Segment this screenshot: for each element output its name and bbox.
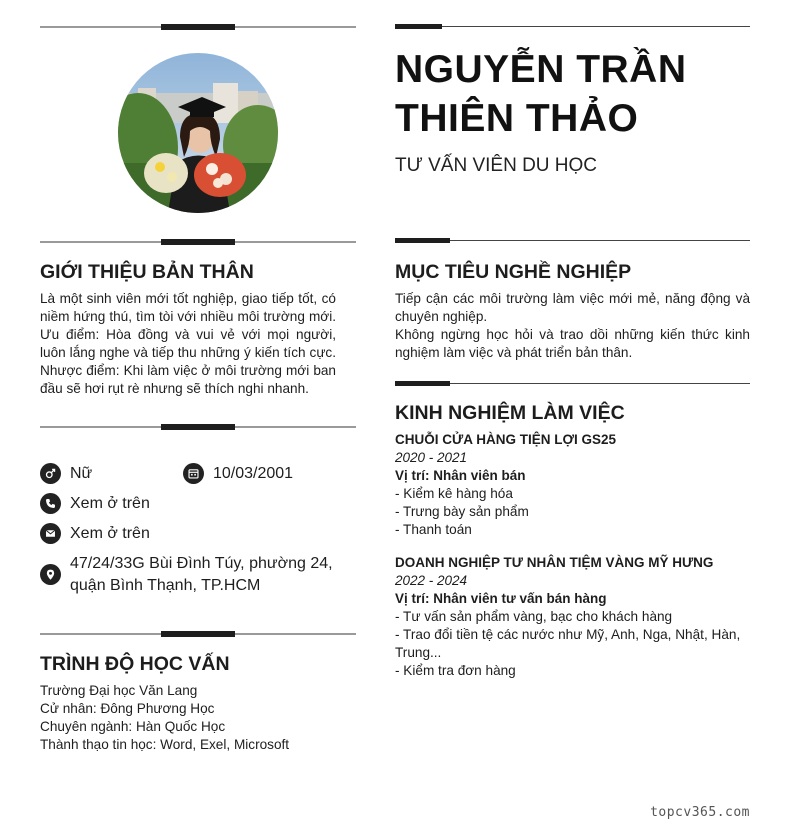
company-name: DOANH NGHIỆP TƯ NHÂN TIỆM VÀNG MỸ HƯNG (395, 555, 714, 570)
full-name: NGUYỄN TRẦN THIÊN THẢO (395, 48, 687, 140)
experience-job-2 (395, 554, 750, 680)
phone-value: Xem ở trên (70, 495, 150, 512)
phone-icon (40, 493, 61, 514)
birthdate-row (183, 463, 293, 485)
phone-row (40, 493, 150, 515)
avatar (118, 53, 278, 213)
job-duty: - Thanh toán (395, 522, 472, 537)
divider-contact (40, 421, 356, 433)
job-title: TƯ VẤN VIÊN DU HỌC (395, 155, 598, 176)
education-list (40, 682, 340, 754)
job-position: Vị trí: Nhân viên bán (395, 468, 526, 483)
education-it-skills: Thành thạo tin học: Word, Exel, Microsoft (40, 737, 290, 752)
divider-top-right (395, 22, 750, 32)
gender-icon (40, 463, 61, 484)
job-position: Vị trí: Nhân viên tư vấn bán hàng (395, 591, 607, 606)
job-duty: - Kiểm kê hàng hóa (395, 486, 513, 501)
about-title: GIỚI THIỆU BẢN THÂN (40, 261, 254, 283)
gender-row (40, 463, 92, 485)
gender-value: Nữ (70, 465, 93, 482)
divider-top-left (40, 21, 356, 33)
email-row (40, 523, 150, 545)
experience-job-1 (395, 431, 750, 539)
watermark: topcv365.com (650, 805, 750, 820)
address-value: 47/24/33G Bùi Đình Túy, phường 24, quận Bình Thạnh, TP.HCM (70, 555, 333, 594)
experience-title: KINH NGHIỆM LÀM VIỆC (395, 402, 625, 424)
divider-education (40, 628, 356, 640)
job-duty: - Kiểm tra đơn hàng (395, 663, 516, 678)
job-period: 2020 - 2021 (395, 450, 468, 465)
education-degree: Cử nhân: Đông Phương Học (40, 701, 215, 716)
birthdate-value: 10/03/2001 (213, 465, 294, 482)
job-duty: - Tư vấn sản phẩm vàng, bạc cho khách hàng (395, 609, 673, 624)
education-major: Chuyên ngành: Hàn Quốc Học (40, 719, 226, 734)
objective-paragraph: Tiếp cận các môi trường làm việc mới mẻ, năng động và chuyên nghiệp. (395, 291, 750, 324)
divider-about (40, 236, 356, 248)
email-icon (40, 523, 61, 544)
location-pin-icon (40, 564, 61, 585)
address-row (40, 553, 340, 597)
objective-paragraph: Không ngừng học hỏi và trao dồi những kiến thức kinh nghiệm làm việc và phát triển bản thân. (395, 327, 750, 360)
company-name: CHUỖI CỬA HÀNG TIỆN LỢI GS25 (395, 432, 616, 447)
job-duty: - Trao đổi tiền tệ các nước như Mỹ, Anh, Nga, Nhật, Hàn, Trung... (395, 627, 741, 660)
email-value: Xem ở trên (70, 525, 150, 542)
calendar-icon (183, 463, 204, 484)
about-text: Là một sinh viên mới tốt nghiệp, giao tiếp tốt, có niềm hứng thú, tìm tòi với nhiều môi trường mới. Ưu điểm: Hòa đồng và vui vẻ với mọi người, luôn lắng nghe và tiếp thu những ý kiến tích cực. Nhược điểm: Khi làm việc ở môi trường mới ban đầu sẽ hơi rụt rè nhưng sẽ thích nghi nhanh. (40, 291, 336, 396)
education-school: Trường Đại học Văn Lang (40, 683, 198, 698)
profile-photo (118, 53, 278, 213)
education-title: TRÌNH ĐỘ HỌC VẤN (40, 653, 230, 675)
divider-objective (395, 236, 750, 246)
job-period: 2022 - 2024 (395, 573, 468, 588)
objective-text (395, 290, 750, 362)
objective-title: MỤC TIÊU NGHỀ NGHIỆP (395, 261, 632, 283)
job-duty: - Trưng bày sản phẩm (395, 504, 529, 519)
divider-experience (395, 379, 750, 389)
